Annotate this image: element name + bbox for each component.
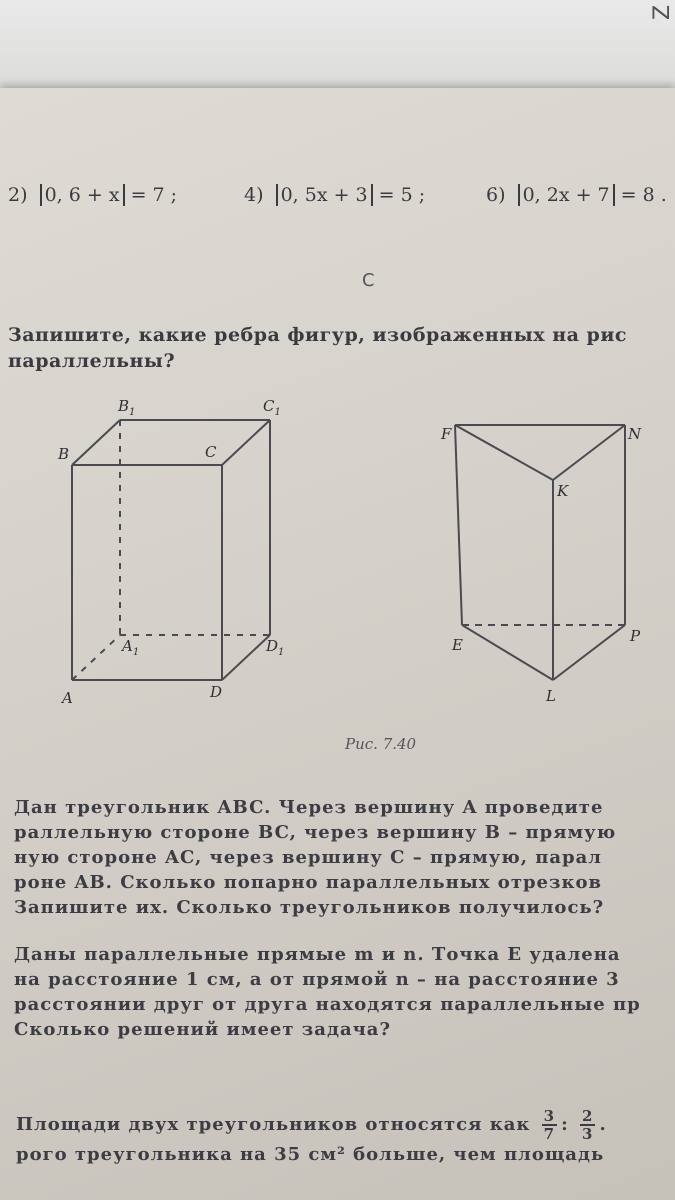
edge-C1C <box>222 420 270 465</box>
edge-NK <box>553 425 625 480</box>
edge-PL <box>553 625 625 680</box>
edge-AA1 <box>72 635 120 680</box>
figure-caption: Рис. 7.40 <box>345 735 417 753</box>
label-K: K <box>557 482 569 500</box>
label-D: D <box>210 683 223 701</box>
fraction-2-3: $\frac{2}{3}$ <box>582 1108 594 1143</box>
question-text: Запишите, какие ребра фигур, изображенных на рис параллельны? <box>8 324 627 372</box>
label-C: C <box>205 443 217 461</box>
label-P: P <box>630 627 641 645</box>
figure-drawing <box>0 380 675 730</box>
task-parallel-lines: Даны параллельные прямые m и n. Точка E удалена на расстояние 1 см, а от прямой n – на расстояние 3 расстоянии друг от друга находятся параллельные пр Сколько решений имеет задача? <box>14 944 641 1040</box>
page-corner-mark: Z <box>650 4 675 21</box>
abs-value: 0, 5x + 3 <box>276 184 373 206</box>
fraction-3-7: $\frac{3}{7}$ <box>543 1108 556 1143</box>
label-B: B <box>58 445 70 463</box>
label-L: L <box>546 687 556 705</box>
edge-DD1 <box>222 635 270 680</box>
edge-FE <box>455 425 462 625</box>
label-F: F <box>441 425 452 443</box>
section-heading: C <box>362 270 375 291</box>
edge-EL <box>462 625 553 680</box>
label-A: A <box>62 689 73 707</box>
previous-page-edge <box>0 0 675 88</box>
prism-figure <box>72 420 270 680</box>
figure-7-40 <box>0 380 675 730</box>
label-A1: $A_1$ <box>122 637 140 658</box>
edge-FK <box>455 425 553 480</box>
label-B1: $B_1$ <box>118 397 136 418</box>
label-C1: $C_1$ <box>263 397 281 418</box>
task-triangle-areas: Площади двух треугольников относятся как $\frac{3}{7}$ : $\frac{2}{3}$ . рого треугольника на 35 см² больше, чем площадь <box>16 1108 607 1165</box>
abs-value: 0, 6 + x <box>40 184 125 206</box>
equation-row <box>8 184 675 214</box>
label-N: N <box>628 425 642 443</box>
label-E: E <box>452 636 463 654</box>
equation-2: 2) 0, 6 + x = 7 ; <box>8 184 178 206</box>
label-D1: $D_1$ <box>266 637 285 658</box>
equation-6: 6) 0, 2x + 7 = 8 . <box>486 184 667 206</box>
abs-value: 0, 2x + 7 <box>518 184 615 206</box>
equation-4: 4) 0, 5x + 3 = 5 ; <box>244 184 426 206</box>
edge-BB1 <box>72 420 120 465</box>
triangular-prism-figure <box>455 425 625 680</box>
task-triangle-parallels: Дан треугольник ABC. Через вершину A проведите раллельную стороне BC, через вершину B – прямую ную стороне AC, через вершину C – прямую, парал роне AB. Сколько попарно параллельных отрезков Запишите их. Сколько треугольников получилось? <box>14 797 617 918</box>
